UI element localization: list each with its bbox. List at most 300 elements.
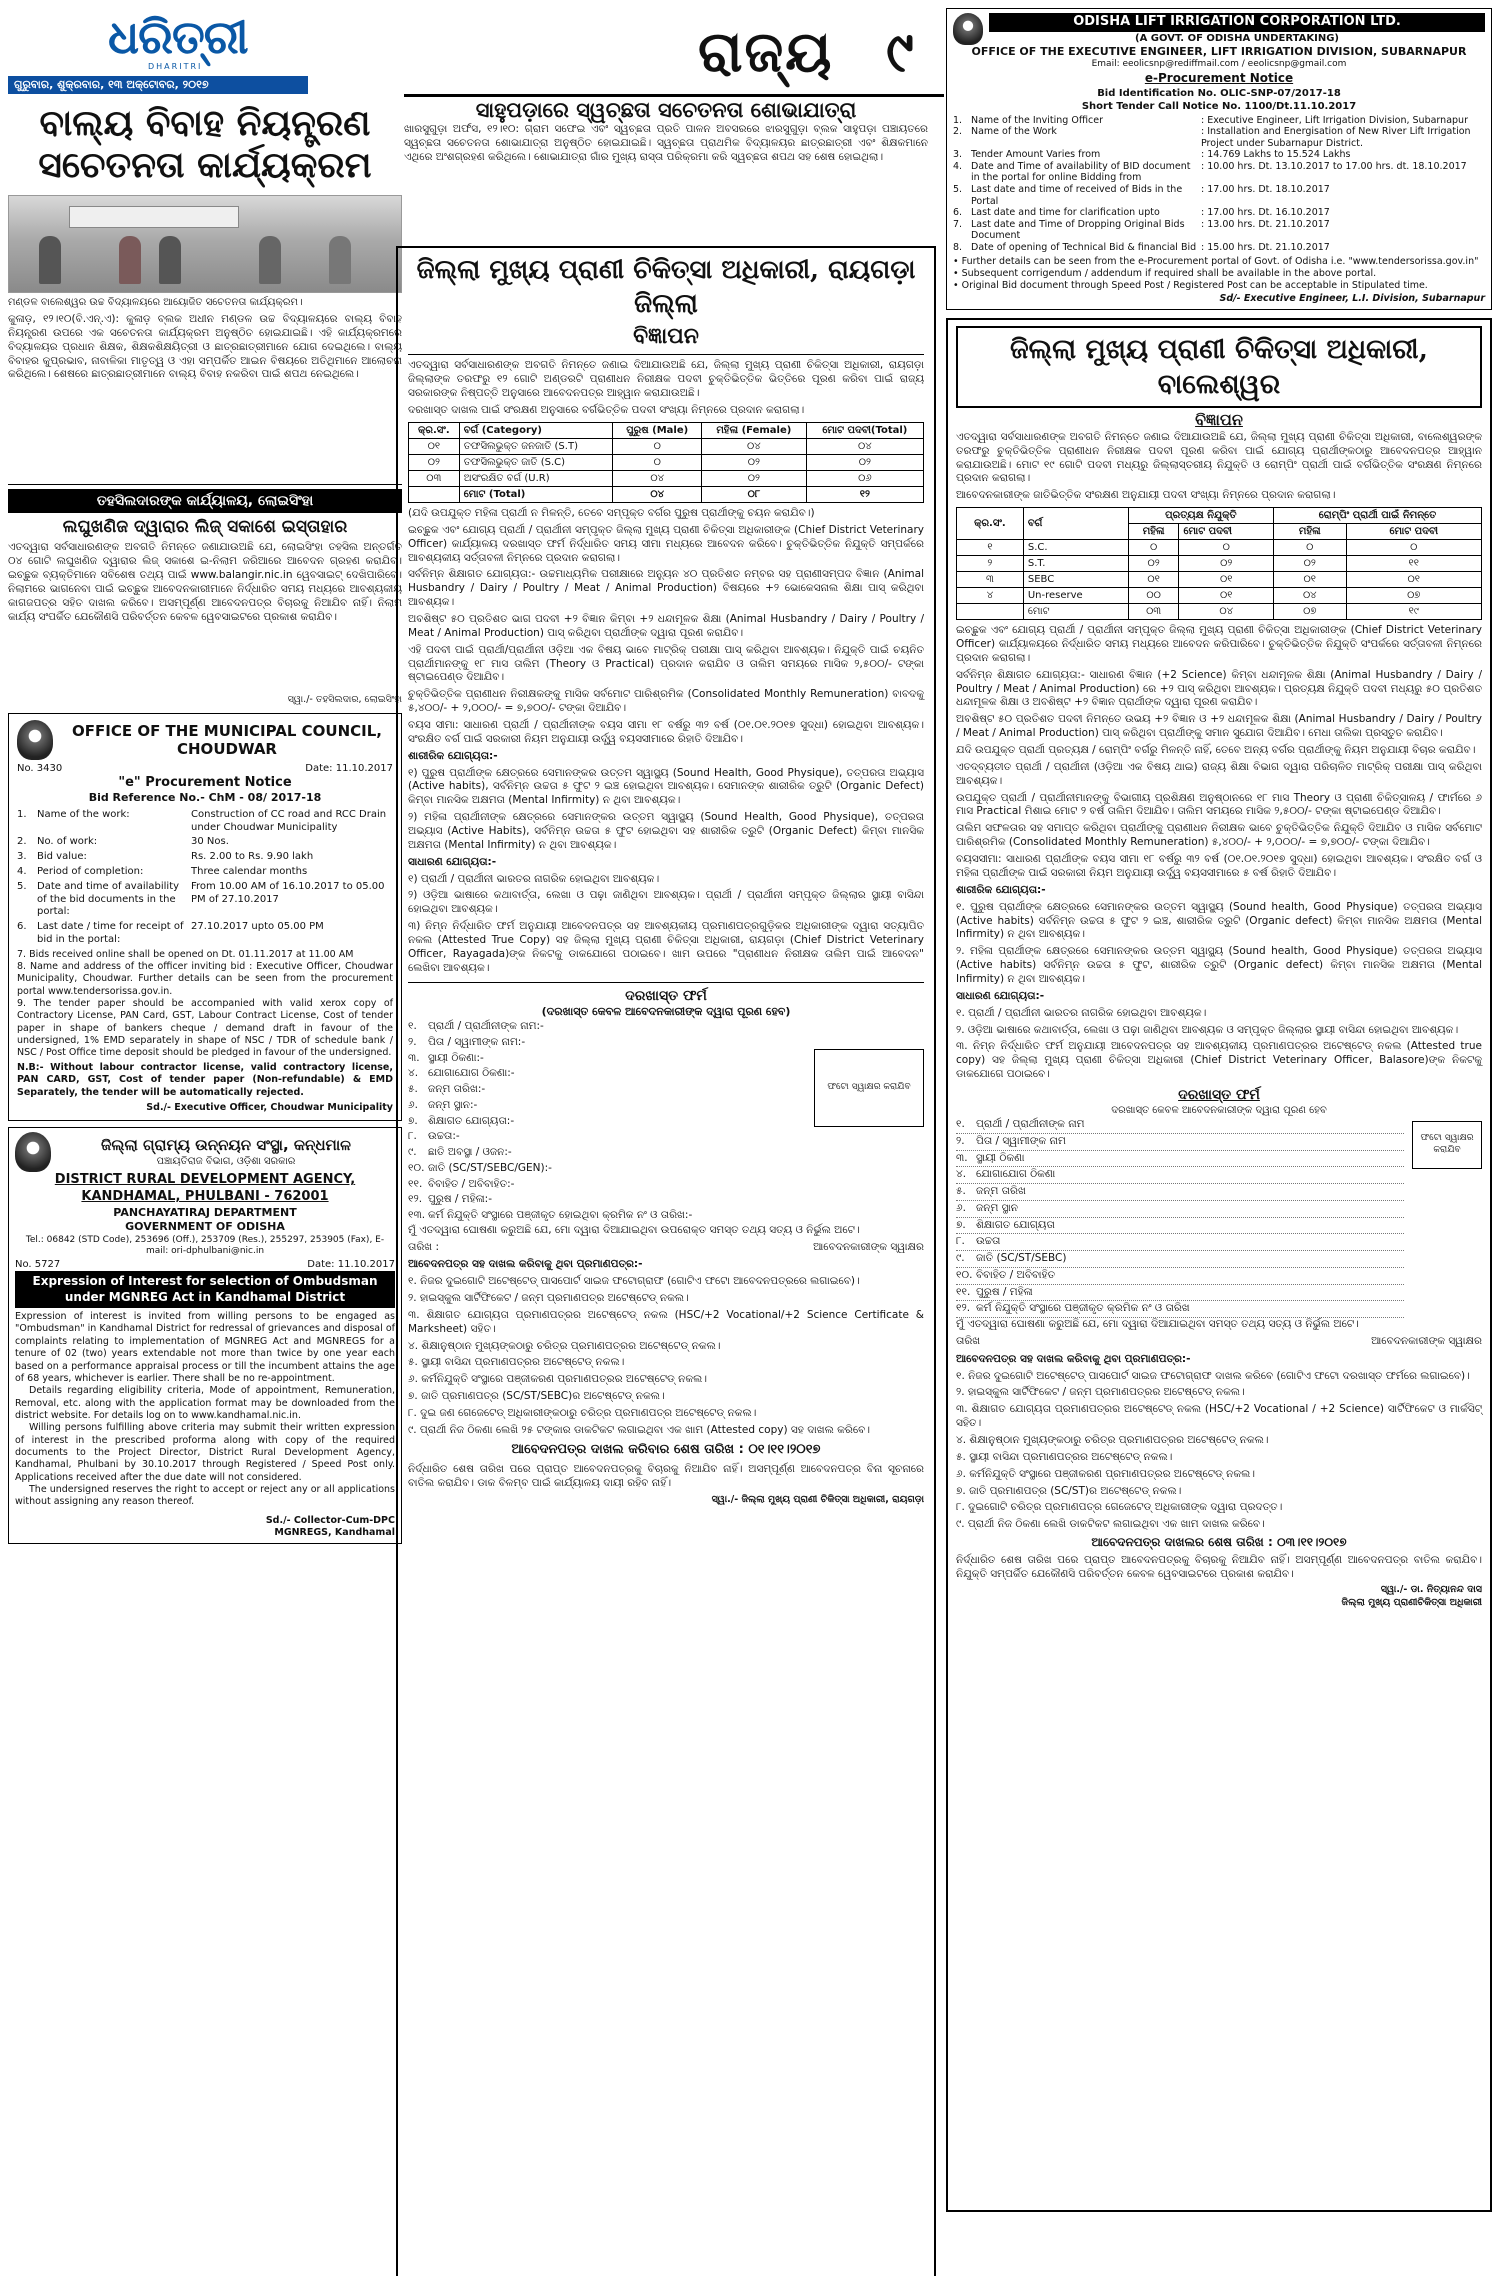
- condition-paragraph: ସର୍ବନିମ୍ନ ଶିକ୍ଷାଗତ ଯୋଗ୍ୟତା:- ସାଧାରଣ ବିଜ୍ଞାନ (+2 Science) କିମ୍ବା ଧନ୍ଦାମୂଳକ ଶିକ୍ଷା (Animal Husbandry / Dairy / Poultry / Meat / Animal Production) ରେ +୨ ପାସ୍ କରିଥିବା ଆବଶ୍ୟକ। ପ୍ରତ୍ୟକ୍ଷ ନିଯୁକ୍ତି ପଦବୀ ମଧ୍ୟରୁ ୫୦ ପ୍ରତିଶତ ଧନ୍ଦାମୂଳକ ଶିକ୍ଷା ଓ ଅବଶିଷ୍ଟ +୨ ବିଜ୍ଞାନ ପ୍ରାର୍ଥୀଙ୍କ ଦ୍ୱାରା ପୂରଣ କରାଯିବ।: [956, 668, 1482, 709]
- table-row: [957, 588, 1482, 604]
- column-middle: [396, 96, 936, 2276]
- item-number: 5.: [17, 880, 27, 892]
- municipal-no: No. 3430: [17, 762, 63, 774]
- condition-paragraph: ତାଲିମ ସଫଳତାର ସହ ସମାପ୍ତ କରିଥିବା ପ୍ରାର୍ଥୀଙ୍କୁ ପ୍ରାଣୀଧନ ନିରୀକ୍ଷକ ଭାବେ ଚୁକ୍ତିଭିତ୍ତିକ ନିଯୁକ୍ତି ଦିଆଯିବ ଓ ମାସିକ ସର୍ବମୋଟ ପାରିଶ୍ରମିକ (Consolidated Monthly Remuneration) ୫,୪୦୦/- + ୨,୦୦୦/- = ୭,୭୦୦/- ଟଙ୍କା ଦିଆଯିବ।: [956, 822, 1482, 849]
- item-number: 6.: [17, 921, 27, 933]
- document-item: ୭. ଜାତି ପ୍ରମାଣପତ୍ର (SC/ST)ର ଅଟେଷ୍ଟେଡ୍ ନକଲ।: [956, 1484, 1182, 1497]
- olic-item-number: 3.: [953, 149, 963, 161]
- form-field-label: ଜନ୍ମ ତାରିଖ:-: [428, 1083, 486, 1096]
- balasore-vacancy-table: [956, 507, 1482, 620]
- condition-paragraph: ଇଚ୍ଛୁକ ଏବଂ ଯୋଗ୍ୟ ପ୍ରାର୍ଥୀ / ପ୍ରାର୍ଥୀନୀ ସମ୍ପୃକ୍ତ ଜିଲ୍ଲା ମୁଖ୍ୟ ପ୍ରାଣୀ ଚିକିତ୍ସା ଅଧିକାରୀଙ୍କ (Chief District Veterinary Officer) କାର୍ଯ୍ୟାଳୟ ଦରଖାସ୍ତ ଫର୍ମ ନିର୍ଦ୍ଧାରିତ ସମୟ ସୀମା ମଧ୍ୟରେ ଆବେଦନ କରିବେ। ଚୁକ୍ତିଭିତ୍ତିକ ନିଯୁକ୍ତି ସମ୍ପର୍କରେ ଆବଶ୍ୟକୀୟ ସର୍ତ୍ତାବଳୀ ନିମ୍ନରେ ପ୍ରଦାନ କରାଗଲା।: [408, 523, 924, 564]
- form-field-number: ୯.: [408, 1146, 417, 1159]
- rayagada-vacancy-table: [408, 422, 924, 503]
- form-field-row: [408, 1098, 804, 1114]
- photo-person: [39, 236, 61, 284]
- table-cell: ୨: [957, 556, 1024, 572]
- table-cell: ୦୧: [1274, 572, 1347, 588]
- olic-item-value: : 14.769 Lakhs to 15.524 Lakhs: [1201, 149, 1351, 161]
- drda-para-1: Expression of interest is invited from willing persons to be engaged as "Ombudsman" in Kandhamal District for redressal of grievances and disposal of complaints relating to implementation of MGNREG Act and MGNREGS for a tenure of 02 (two) years extendable not more than twice by one year each based on a performance appraisal process or till the incumbent attains the age of 68 years, whichever is earlier. There shall be no re-appointment.: [15, 1311, 395, 1384]
- olic-item-number: 5.: [953, 184, 963, 196]
- document-item: ୩. ଶିକ୍ଷାଗତ ଯୋଗ୍ୟତା ପ୍ରମାଣପତ୍ରର ଅଟେଷ୍ଟେଡ୍ ନକଲ (HSC/+2 Vocational / +2 Science) ସାର୍ଟିଫିକେଟ ଓ ମାର୍କସିଟ୍ ସହିତ।: [956, 1403, 1482, 1430]
- table-cell: ୦୧: [1179, 588, 1274, 604]
- tahsil-office-bar: ତହସିଲଦାରଙ୍କ କାର୍ଯ୍ୟାଳୟ, ଲୋଇସିଂହା: [8, 489, 402, 513]
- olic-item-key: Name of the Inviting Officer: [971, 114, 1103, 126]
- form-field-label: ପିତା / ସ୍ୱାମୀଙ୍କ ନାମ: [976, 1134, 1066, 1147]
- table-header-cell: ମୋଟ ପଦବୀ(Total): [806, 422, 923, 438]
- photo-person: [159, 236, 181, 284]
- olic-item-value: : 13.00 hrs. Dt. 21.10.2017: [1201, 218, 1330, 230]
- olic-header: [953, 13, 1485, 45]
- tahsil-notice: [8, 484, 402, 707]
- olic-title: ODISHA LIFT IRRIGATION CORPORATION LTD.: [989, 13, 1485, 32]
- balasore-docs-head: ଆବେଦନପତ୍ର ସହ ଦାଖଲ କରିବାକୁ ଥିବା ପ୍ରମାଣପତ୍ର:-: [956, 1352, 1191, 1365]
- form-field-row: [956, 1201, 1404, 1218]
- general-item: ୧) ପ୍ରାର୍ଥୀ / ପ୍ରାର୍ଥୀନୀ ଭାରତର ନାଗରିକ ହୋଇଥିବା ଆବଶ୍ୟକ।: [408, 872, 660, 885]
- form-field-label: ବିବାହିତ / ଅବିବାହିତ: [976, 1268, 1056, 1281]
- form-field-row: [956, 1167, 1404, 1184]
- form-field-label: ଉଚ୍ଚତା:-: [428, 1130, 460, 1143]
- form-field-label: ଯୋଗାଯୋଗ ଠିକଣା:-: [428, 1067, 515, 1080]
- rayagada-notice-sub: ବିଜ୍ଞାପନ: [633, 322, 699, 349]
- table-cell: ୧: [957, 540, 1024, 556]
- condition-paragraph: ବୟସସୀମା: ସାଧାରଣ ପ୍ରାର୍ଥୀଙ୍କ ବୟସ ସୀମା ୧୮ ବର୍ଷରୁ ୩୨ ବର୍ଷ (୦୧.୦୧.୨୦୧୭ ସୁଦ୍ଧା) ହୋଇଥିବା ଆବଶ୍ୟକ। ସଂରକ୍ଷିତ ବର୍ଗ ଓ ମହିଳା ପ୍ରାର୍ଥୀଙ୍କ ପାଇଁ ସରକାରୀ ନିୟମ ଅନୁଯାୟୀ ଉର୍ଦ୍ଧ୍ୱ ବୟସସୀମାରେ ୫ ବର୍ଷ ରିହାତି ଦିଆଯିବ।: [956, 853, 1482, 879]
- rayagada-intro: ଏତଦ୍ୱାରା ସର୍ବସାଧାରଣଙ୍କ ଅବଗତି ନିମନ୍ତେ ଜଣାଇ ଦିଆଯାଉଅଛି ଯେ, ଜିଲ୍ଲା ମୁଖ୍ୟ ପ୍ରାଣୀ ଚିକିତ୍ସା ଅଧିକାରୀ, ରାୟଗଡ଼ା ଜିଲ୍ଲାଙ୍କ ତରଫରୁ ୧୨ ଗୋଟି ଅଣ୍ଡରଟି ପ୍ରାଣୀଧନ ନିରୀକ୍ଷକ ପଦବୀ ଚୁକ୍ତିଭିତ୍ତିକ ଭିତ୍ତିରେ ପୂରଣ କରିବା ପାଇଁ ରାଜ୍ୟ ସରକାରଙ୍କ ନିଷ୍ପତ୍ତି ଅନୁସାରେ ଆବେଦନପତ୍ର ଆହ୍ୱାନ କରାଯାଉଅଛି।: [408, 359, 924, 400]
- table-sub-header: ମହିଳା: [1128, 524, 1179, 540]
- municipal-header: [17, 720, 393, 760]
- olic-item-value: : 15.00 hrs. Dt. 21.10.2017: [1201, 241, 1330, 253]
- document-item: ୬. କର୍ମନିଯୁକ୍ତି ସଂସ୍ଥାରେ ପଞ୍ଜୀକରଣ ପ୍ରମାଣପତ୍ରର ଅଟେଷ୍ଟେଡ୍ ନକଲ।: [956, 1467, 1255, 1480]
- condition-paragraph: ଅବଶିଷ୍ଟ ୫୦ ପ୍ରତିଶତ ପଦବୀ ନିମନ୍ତେ ଉଭୟ +୨ ବିଜ୍ଞାନ ଓ +୨ ଧନ୍ଦାମୂଳକ ଶିକ୍ଷା (Animal Husbandry / Dairy / Poultry / Meat / Animal Production) ପାସ୍ କରିଥିବା ପ୍ରାର୍ଥୀଙ୍କୁ ସମାନ ସୁଯୋଗ ଦିଆଯିବ। ମେଧା ତାଲିକା ପ୍ରସ୍ତୁତ କରାଯିବ।: [956, 713, 1482, 740]
- form-field-row: [956, 1285, 1404, 1302]
- item-number: 1.: [17, 808, 27, 820]
- item-value: From 10.00 AM of 16.10.2017 to 05.00 PM of 27.10.2017: [191, 880, 385, 905]
- balasore-general-list: [956, 1007, 1482, 1082]
- form-field-label: ପ୍ରାର୍ଥୀ / ପ୍ରାର୍ଥୀନୀଙ୍କ ନାମ: [976, 1118, 1085, 1131]
- form-field-label: ଉଚ୍ଚତା: [976, 1235, 1001, 1248]
- rayagada-table-caption: ଦରଖାସ୍ତ ଦାଖଲ ପାଇଁ ସଂରକ୍ଷଣ ଅନୁସାରେ ବର୍ଗଭିତ୍ତିକ ପଦବୀ ସଂଖ୍ୟା ନିମ୍ନରେ ପ୍ରଦାନ କରାଗଲା।: [408, 404, 805, 417]
- olic-item-key: Date and Time of availability of BID document in the portal for online Bidding from: [971, 160, 1191, 184]
- balasore-sign-1: ସ୍ୱା./- ଡା. ନିତ୍ୟାନନ୍ଦ ଦାସ: [1380, 1584, 1482, 1596]
- physical-item: ୧. ପୁରୁଷ ପ୍ରାର୍ଥୀଙ୍କ କ୍ଷେତ୍ରରେ ସେମାନଙ୍କର ଉତ୍ତମ ସ୍ୱାସ୍ଥ୍ୟ (Sound health, Good Physique) ତତ୍ପରତା ଅଭ୍ୟାସ (Active habits) ସର୍ବନିମ୍ନ ଉଚ୍ଚତା ୫ ଫୁଟ ୨ ଇଞ୍ଚ, ଶାରୀରିକ ତ୍ରୁଟି (Organic defect) କିମ୍ବା ମାନସିକ ଅକ୍ଷମତା (Mental Infirmity) ନ ଥିବା ଆବଶ୍ୟକ।: [956, 900, 1482, 941]
- form-field-row: [408, 1161, 804, 1177]
- drda-sign-2: MGNREGS, Kandhamal: [274, 1526, 395, 1538]
- page-number: ୯: [886, 19, 914, 85]
- table-cell: ତଫସିଲଭୁକ୍ତ ଜାତି (S.C): [459, 454, 613, 470]
- form-field-number: ୧.: [956, 1118, 965, 1131]
- document-item: ୯. ପ୍ରାର୍ଥୀ ନିଜ ଠିକଣା ଲେଖି ୨୫ ଟଙ୍କାର ଡାକଟିକଟ ଲଗାଇଥିବା ଏକ ଖାମ (Attested copy) ସହ ଦାଖଲ କରିବେ।: [408, 1423, 871, 1436]
- olic-item-key: Tender Amount Varies from: [971, 149, 1101, 161]
- table-cell: [409, 486, 460, 502]
- table-cell: ୧୯: [1346, 604, 1481, 620]
- form-field-label: ଜାତି (SC/ST/SEBC/GEN):-: [428, 1161, 552, 1174]
- drda-para-2: Details regarding eligibility criteria, Mode of appointment, Remuneration, Removal, etc. along with the application format may be downloaded from the district website. For details log on to www.kandhamal.nic.in.: [15, 1385, 395, 1421]
- drda-ref-row: [15, 1258, 395, 1271]
- balasore-notice-sub: ବିଜ୍ଞାପନ: [1195, 410, 1243, 430]
- balasore-last-date: ଆବେଦନପତ୍ର ଦାଖଲର ଶେଷ ତାରିଖ : ୦୩।୧୧।୨୦୧୭: [1091, 1535, 1347, 1550]
- table-header-cell: ବର୍ଗ (Category): [459, 422, 613, 438]
- item-value: 27.10.2017 upto 05.00 PM: [191, 921, 324, 933]
- table-cell: ୦୧: [1179, 572, 1274, 588]
- olic-note: • Subsequent corrigendum / addendum if required shall be available in the above portal.: [953, 267, 1377, 279]
- table-cell: [957, 604, 1024, 620]
- municipal-item-row: [17, 921, 393, 947]
- olic-notice: [946, 8, 1492, 310]
- balasore-date-label: ତାରିଖ: [956, 1335, 981, 1347]
- rayagada-signature: ସ୍ୱା./- ଜିଲ୍ଲା ମୁଖ୍ୟ ପ୍ରାଣୀ ଚିକିତ୍ସା ଅଧିକାରୀ, ରାୟଗଡ଼ା: [711, 1494, 924, 1506]
- rayagada-photo-box: ଫଟୋ ସ୍ୱାକ୍ଷର କରାଯିବ: [814, 1049, 924, 1127]
- item-key: No. of work:: [37, 836, 98, 848]
- balasore-form-fields: [956, 1117, 1404, 1318]
- balasore-notice: [946, 318, 1492, 2212]
- table-cell: ୧୨: [806, 486, 923, 502]
- table-cell: ୦୮: [701, 486, 806, 502]
- municipal-ref-row: [17, 762, 393, 775]
- form-field-label: ପ୍ରାର୍ଥୀ / ପ୍ରାର୍ଥୀନୀଙ୍କ ନାମ:-: [428, 1020, 544, 1033]
- form-field-row: [956, 1134, 1404, 1151]
- item-value: 30 Nos.: [191, 836, 229, 848]
- table-cell: ୪: [957, 588, 1024, 604]
- table-cell: ୦୧: [1346, 572, 1481, 588]
- table-cell: ୦୪: [806, 438, 923, 454]
- form-field-label: ଯୋଗାଯୋଗ ଠିକଣା: [976, 1168, 1056, 1181]
- table-cell: ୦୬: [806, 470, 923, 486]
- table-cell: ୦: [613, 454, 702, 470]
- olic-item-key: Last date and time for clarification upto: [971, 207, 1160, 219]
- table-cell: ୦୪: [613, 486, 702, 502]
- tahsil-signature: ସ୍ୱା./- ତହସିଲଦାର, ଲୋଇସିଂହା: [287, 694, 402, 706]
- table-cell: ୦: [1274, 540, 1347, 556]
- table-row: [957, 540, 1482, 556]
- form-field-row: [956, 1218, 1404, 1235]
- table-row: [957, 556, 1482, 572]
- municipal-item-row: [17, 809, 393, 835]
- form-field-row: [408, 1145, 804, 1161]
- olic-note: • Original Bid document through Speed Post / Registered Post can be acceptable in Stipulated time.: [953, 280, 1428, 292]
- municipal-date: Date: 11.10.2017: [305, 762, 393, 774]
- rayagada-conditions: [408, 507, 924, 747]
- olic-item-number: 4.: [953, 160, 963, 172]
- form-field-row: [408, 1192, 804, 1208]
- olic-item-value: : 10.00 hrs. Dt. 13.10.2017 to 17.00 hrs. dt. 18.10.2017: [1201, 160, 1467, 172]
- table-cell: ୦: [1346, 540, 1481, 556]
- table-group-header: ବର୍ଗ: [1023, 508, 1128, 540]
- condition-paragraph: (ଯଦି ଉପଯୁକ୍ତ ମହିଳା ପ୍ରାର୍ଥୀ ନ ମିଳନ୍ତି, ତେବେ ସମ୍ପୃକ୍ତ ବର୍ଗର ପୁରୁଷ ପ୍ରାର୍ଥୀଙ୍କୁ ଚୟନ କରାଯିବ।): [408, 506, 815, 519]
- balasore-form-sub: ଦରଖାସ୍ତ କେବଳ ଆବେଦନକାରୀଙ୍କ ଦ୍ୱାରା ପୂରଣ ହେବ: [1111, 1105, 1327, 1117]
- olic-item-value: : Installation and Energisation of New River Lift Irrigation Project under Subarnapur District.: [1201, 126, 1471, 149]
- table-row: [409, 470, 924, 486]
- physical-item: ୧) ପୁରୁଷ ପ୍ରାର୍ଥୀଙ୍କ କ୍ଷେତ୍ରରେ ସେମାନଙ୍କର ଉତ୍ତମ ସ୍ୱାସ୍ଥ୍ୟ (Sound Health, Good Physique), ତତ୍ପରତା ଅଭ୍ୟାସ (Active habits), ସର୍ବନିମ୍ନ ଉଚ୍ଚତା ୫ ଫୁଟ ୨ ଇଞ୍ଚ ହୋଇଥିବା ଆବଶ୍ୟକ। ସେମାନଙ୍କ ଶାରୀରିକ ତ୍ରୁଟି (Organic Defect) କିମ୍ବା ମାନସିକ ଅକ୍ଷମତା (Mental Infirmity) ନ ଥିବା ଆବଶ୍ୟକ।: [408, 766, 924, 807]
- photo-person: [259, 236, 281, 284]
- rayagada-notice-title: ଜିଲ୍ଲା ମୁଖ୍ୟ ପ୍ରାଣୀ ଚିକିତ୍ସା ଅଧିକାରୀ, ରାୟଗଡ଼ା ଜିଲ୍ଲା: [416, 255, 916, 320]
- balasore-form-body: [956, 1117, 1482, 1318]
- olic-item-key: Date of opening of Technical Bid & financial Bid: [971, 241, 1197, 253]
- rayagada-form-body: [408, 1019, 924, 1224]
- municipal-item-row: [17, 836, 393, 849]
- rayagada-date-label: ତାରିଖ :: [408, 1240, 440, 1253]
- form-field-label: ପିତା / ସ୍ୱାମୀଙ୍କ ନାମ:-: [428, 1035, 526, 1048]
- olic-item-key: Last date and time of received of Bids in the Portal: [971, 184, 1183, 207]
- table-cell: ମୋଟ (Total): [459, 486, 613, 502]
- condition-paragraph: ଏତଦ୍ବ୍ୟତୀତ ପ୍ରାର୍ଥୀ / ପ୍ରାର୍ଥୀନୀ (ଓଡ଼ିଆ ଏକ ବିଷୟ ଥାଇ) ରାଜ୍ୟ ଶିକ୍ଷା ବିଭାଗ ଦ୍ୱାରା ପରିଚାଳିତ ମାଟ୍ରିକ୍ ପରୀକ୍ଷା ପାସ୍ କରିଥିବା ଆବଶ୍ୟକ।: [956, 760, 1482, 787]
- form-field-label: ପୁରୁଷ / ମହିଳା:-: [428, 1193, 492, 1206]
- form-field-row: [956, 1268, 1404, 1285]
- document-item: ୪. ଶିକ୍ଷାନୁଷ୍ଠାନ ମୁଖ୍ୟଙ୍କଠାରୁ ଚରିତ୍ର ପ୍ରମାଣପତ୍ରର ଅଟେଷ୍ଟେଡ୍ ନକଲ।: [408, 1339, 721, 1352]
- table-row: [957, 604, 1482, 620]
- municipal-item-8: 8. Name and address of the officer inviting bid : Executive Officer, Choudwar Municipality, Choudwar. Further details can be seen from the procurement portal www.tendersorissa.gov.in.: [17, 961, 393, 997]
- table-cell: ୦୨: [1128, 556, 1179, 572]
- municipal-notice-head: "e" Procurement Notice: [118, 774, 292, 790]
- drda-dept: PANCHAYATIRAJ DEPARTMENT: [113, 1205, 297, 1219]
- table-cell: ୦୩: [409, 470, 460, 486]
- olic-short-no: Short Tender Call Notice No. 1100/Dt.11.10.2017: [1081, 100, 1357, 112]
- tahsil-notice-title: ଲଘୁଖଣିଜ ଦ୍ୱାରାର ଲିଜ୍ ସକାଶେ ଇସ୍ତାହାର: [62, 517, 348, 538]
- table-cell: ୦: [613, 438, 702, 454]
- olic-item-value: : 17.00 hrs. Dt. 16.10.2017: [1201, 207, 1330, 219]
- municipal-signature: Sd./- Executive Officer, Choudwar Municipality: [146, 1101, 393, 1113]
- rayagada-physical-list: [408, 767, 924, 853]
- drda-header: [15, 1132, 395, 1172]
- balasore-declaration: ମୁଁ ଏତଦ୍ୱାରା ଘୋଷଣା କରୁଅଛି ଯେ, ମୋ ଦ୍ୱାରା ଦିଆଯାଇଥିବା ସମସ୍ତ ତଥ୍ୟ ସତ୍ୟ ଓ ନିର୍ଭୁଲ ଅଟେ।: [956, 1318, 1359, 1331]
- form-field-row: [408, 1066, 804, 1082]
- form-field-label: ଜନ୍ମ ସ୍ଥାନ:-: [428, 1098, 478, 1111]
- document-item: ୬. କର୍ମନିଯୁକ୍ତି ସଂସ୍ଥାରେ ପଞ୍ଜୀକରଣ ପ୍ରମାଣପତ୍ରର ଅଟେଷ୍ଟେଡ୍ ନକଲ।: [408, 1373, 707, 1386]
- form-field-row: [408, 1082, 804, 1098]
- photo-caption: ମଣ୍ଡଳ ବାଲେଶ୍ୱର ଉଚ୍ଚ ବିଦ୍ୟାଳୟରେ ଆୟୋଜିତ ସଚେତନତା କାର୍ଯ୍ୟକ୍ରମ।: [8, 296, 303, 308]
- document-item: ୩. ଶିକ୍ଷାଗତ ଯୋଗ୍ୟତା ପ୍ରମାଣପତ୍ରର ଅଟେଷ୍ଟେଡ୍ ନକଲ (HSC/+2 Vocational/+2 Science Certificate & Marksheet) ସହିତ।: [408, 1308, 924, 1335]
- form-field-number: ୧୨.: [408, 1193, 423, 1206]
- table-cell: ୦୧: [409, 438, 460, 454]
- drda-para-3: Willing persons fulfilling above criteria may submit their written expression of interest in the prescribed proforma along with copy of the required documents to the Project Director, District Rural Development Agency, Kandhamal, Phulbani by 30.10.2017 through Registered / Speed Post only. Applications received after the due date will not considered.: [15, 1422, 395, 1483]
- form-field-number: ୧୧.: [408, 1177, 423, 1190]
- table-cell: ୦୨: [701, 454, 806, 470]
- olic-email: Email: eeolicsnp@rediffmail.com / eeolicsnp@gmail.com: [1091, 59, 1347, 70]
- municipal-items: [17, 809, 393, 947]
- form-field-row: [956, 1117, 1404, 1134]
- olic-item-number: 2.: [953, 126, 963, 138]
- olic-sub: (A GOVT. OF ODISHA UNDERTAKING): [1135, 32, 1339, 44]
- form-field-row: [408, 1114, 804, 1130]
- table-row: [409, 454, 924, 470]
- olic-item-key: Name of the Work: [971, 126, 1057, 138]
- form-field-row: [408, 1051, 804, 1067]
- table-sub-header: ମୋଟ ପଦବୀ: [1179, 524, 1274, 540]
- item-key: Last date / time for receipt of bid in the portal:: [37, 921, 184, 945]
- table-header-cell: କ୍ର.ସଂ.: [409, 422, 460, 438]
- table-cell: ୦୨: [806, 454, 923, 470]
- table-cell: ୦୨: [1179, 556, 1274, 572]
- page-header: [8, 6, 940, 94]
- municipal-title: OFFICE OF THE MUNICIPAL COUNCIL, CHOUDWAR: [72, 721, 382, 758]
- rayagada-form-title: ଦରଖାସ୍ତ ଫର୍ମ: [625, 987, 707, 1004]
- table-group-header: ରୋମ୍ପିଂ ପ୍ରାର୍ଥୀ ପାଇଁ ନିମନ୍ତେ: [1274, 508, 1482, 524]
- issue-date: ଗୁରୁବାର, ଶୁକ୍ରବାର, ୧୩ ଅକ୍ଟୋବର, ୨୦୧୭: [8, 76, 308, 94]
- table-sub-header: ମହିଳା: [1274, 524, 1347, 540]
- form-field-row: [408, 1177, 804, 1193]
- table-header-cell: ପୁରୁଷ (Male): [613, 422, 702, 438]
- olic-notes: [953, 256, 1485, 293]
- table-row: [409, 486, 924, 502]
- balasore-general-head: ସାଧାରଣ ଯୋଗ୍ୟତା:-: [956, 989, 1045, 1002]
- item-number: 3.: [17, 851, 27, 863]
- document-item: ୨. ହାଇସ୍କୁଲ ସାର୍ଟିଫିକେଟ / ଜନ୍ମ ପ୍ରମାଣପତ୍ରର ଅଟେଷ୍ଟେଡ୍ ନକଲ।: [956, 1386, 1245, 1399]
- document-item: ୭. ଜାତି ପ୍ରମାଣପତ୍ର (SC/ST/SEBC)ର ଅଟେଷ୍ଟେଡ୍ ନକଲ।: [408, 1390, 665, 1403]
- table-cell: S.T.: [1023, 556, 1128, 572]
- document-item: ୫. ସ୍ଥାୟୀ ବାସିନ୍ଦା ପ୍ରମାଣପତ୍ରର ଅଟେଷ୍ଟେଡ୍ ନକଲ।: [956, 1450, 1173, 1463]
- table-cell: ୦୧: [1128, 572, 1179, 588]
- document-item: ୮. ଦୁଇଗୋଟି ଚରିତ୍ର ପ୍ରମାଣପତ୍ର ଗେଜେଟେଡ୍ ଅଧିକାରୀଙ୍କ ଦ୍ୱାରା ପ୍ରଦତ୍ତ।: [956, 1501, 1283, 1514]
- drda-date: Date: 11.10.2017: [307, 1258, 395, 1270]
- table-row: [409, 438, 924, 454]
- table-cell: ୦୪: [1274, 588, 1347, 604]
- section-title: ରାଜ୍ୟ: [698, 19, 834, 85]
- municipal-item-row: [17, 851, 393, 864]
- newspaper-logo: ଧରିତ୍ରୀ: [108, 10, 248, 64]
- document-item: ୯. ପ୍ରାର୍ଥୀ ନିଜ ଠିକଣା ଲେଖି ଡାକଟିକଟ ଲଗାଇଥିବା ଏକ ଖାମ ଦାଖଲ କରିବେ।: [956, 1518, 1265, 1531]
- olic-item-value: : Executive Engineer, Lift Irrigation Division, Subarnapur: [1201, 114, 1468, 126]
- balasore-table-caption: ଆବେଦନକାରୀଙ୍କ ଜାତିଭିତ୍ତିକ ସଂରକ୍ଷଣ ଅନୁଯାୟୀ ପଦବୀ ସଂଖ୍ୟା ନିମ୍ନରେ ପ୍ରଦାନ କରାଗଲା।: [956, 489, 1336, 502]
- form-field-number: ୪.: [956, 1168, 967, 1181]
- drda-odia-title: ଜିଲ୍ଲା ଗ୍ରାମ୍ୟ ଉନ୍ନୟନ ସଂସ୍ଥା, କନ୍ଧମାଳ: [101, 1135, 351, 1154]
- olic-office: OFFICE OF THE EXECUTIVE ENGINEER, LIFT IRRIGATION DIVISION, SUBARNAPUR: [971, 45, 1467, 58]
- form-field-number: ୨.: [956, 1134, 965, 1147]
- form-field-number: ୧୦.: [956, 1268, 973, 1281]
- balasore-notice-title: ଜିଲ୍ଲା ମୁଖ୍ୟ ପ୍ରାଣୀ ଚିକିତ୍ସା ଅଧିକାରୀ, ବାଲେଶ୍ୱର: [956, 326, 1482, 408]
- condition-paragraph: ଏହି ପଦବୀ ପାଇଁ ପ୍ରାର୍ଥୀ/ପ୍ରାର୍ଥୀନୀ ଓଡ଼ିଆ ଏକ ବିଷୟ ଭାବେ ମାଟ୍ରିକ୍ ପରୀକ୍ଷା ପାସ୍ କରିଥିବା ଆବଶ୍ୟକ। ନିଯୁକ୍ତି ପାଇଁ ଚୟନିତ ପ୍ରାର୍ଥୀମାନଙ୍କୁ ୧୮ ମାସ ତାଲିମ (Theory ଓ Practical) ପ୍ରଦାନ କରାଯିବ ଓ ତାଲିମ ସମୟରେ ମାସିକ ୨,୫୦୦/- ଟଙ୍କା ଷ୍ଟାଇପେଣ୍ଡ ଦିଆଯିବ।: [408, 643, 924, 684]
- form-field-row: [956, 1234, 1404, 1251]
- balasore-sign-2: ଜିଲ୍ଲା ମୁଖ୍ୟ ପ୍ରାଣୀଚିକିତ୍ସା ଅଧିକାରୀ: [1341, 1596, 1482, 1608]
- form-field-number: ୮.: [956, 1235, 965, 1248]
- balasore-intro: ଏତଦ୍ୱାରା ସର୍ବସାଧାରଣଙ୍କ ଅବଗତି ନିମନ୍ତେ ଜଣାଇ ଦିଆଯାଉଅଛି ଯେ, ଜିଲ୍ଲା ମୁଖ୍ୟ ପ୍ରାଣୀ ଚିକିତ୍ସା ଅଧିକାରୀ, ବାଲେଶ୍ୱରଙ୍କ ତରଫରୁ ଚୁକ୍ତିଭିତ୍ତିକ ପ୍ରାଣୀଧନ ନିରୀକ୍ଷକ ପଦବୀ ପୂରଣ କରିବା ପାଇଁ ଯୋଗ୍ୟ ପ୍ରାର୍ଥୀଙ୍କଠାରୁ ଆବେଦନପତ୍ର ଆହ୍ୱାନ କରାଯାଉଅଛି। ମୋଟ ୧୯ ଗୋଟି ପଦବୀ ମଧ୍ୟରୁ ଜିଲ୍ଲାସ୍ତରୀୟ ନିଯୁକ୍ତି ଓ ରୋମ୍ପିଂ ପ୍ରାର୍ଥୀ ପାଇଁ ବର୍ଗଭିତ୍ତିକ ସଂରକ୍ଷଣ ନିମ୍ନରେ ପ୍ରଦାନ କରାଗଲା।: [956, 430, 1482, 485]
- form-field-label: ଛାତି ଅବସ୍ଥା / ଓଜନ:-: [428, 1146, 512, 1159]
- rayagada-docs-list: [408, 1275, 924, 1438]
- table-cell: Un-reserve: [1023, 588, 1128, 604]
- rayagada-form-subtitle: (ଦରଖାସ୍ତ କେବଳ ଆବେଦନକାରୀଙ୍କ ଦ୍ୱାରା ପୂରଣ ହେବ): [541, 1004, 791, 1018]
- photo-person: [329, 236, 351, 284]
- table-cell: ୦୪: [701, 438, 806, 454]
- form-field-label: କର୍ମ ନିଯୁକ୍ତି ସଂସ୍ଥାରେ ପଞ୍ଜୀକୃତ କ୍ରମିକ ନଂ ଓ ତାରିଖ: [976, 1302, 1190, 1315]
- municipal-nb: N.B:- Without labour contractor license, valid contractory license, PAN CARD, GST, Cost of tender paper (Non-refundable) & EMD Separately, the tender will be automatically rejected.: [17, 1061, 393, 1098]
- document-item: ୮. ଦୁଇ ଜଣ ଗେଜେଟେଡ୍ ଅଧିକାରୀଙ୍କଠାରୁ ଚରିତ୍ର ପ୍ରମାଣପତ୍ର ଅଟେଷ୍ଟେଡ୍ ନକଲ।: [408, 1407, 757, 1420]
- table-cell: ୦୨: [701, 470, 806, 486]
- divider: [408, 982, 924, 983]
- olic-note: • Further details can be seen from the e-Procurement portal of Govt. of Odisha i.e. "www.tendersorissa.gov.in": [953, 255, 1479, 267]
- form-field-label: ଜାତି (SC/ST/SEBC): [976, 1252, 1067, 1265]
- headline-child-marriage: ବାଲ୍ୟ ବିବାହ ନିୟନ୍ତ୍ରଣ ସଚେତନତା କାର୍ଯ୍ୟକ୍ରମ: [38, 102, 372, 187]
- olic-item-key: Last date and Time of Dropping Original Bids Document: [971, 218, 1185, 242]
- drda-title: DISTRICT RURAL DEVELOPMENT AGENCY, KANDHAMAL, PHULBANI - 762001: [54, 1172, 356, 1205]
- rayagada-docs-head: ଆବେଦନପତ୍ର ସହ ଦାଖଲ କରିବାକୁ ଥିବା ପ୍ରମାଣପତ୍ର:-: [408, 1258, 643, 1271]
- drda-para-4: The undersigned reserves the right to accept or reject any or all applications without assigning any reason thereof.: [15, 1483, 395, 1508]
- olic-item-value: : 17.00 hrs. Dt. 18.10.2017: [1201, 184, 1330, 196]
- table-cell: ମୋଟ: [1023, 604, 1128, 620]
- form-field-label: ଶିକ୍ଷାଗତ ଯୋଗ୍ୟତା:-: [428, 1114, 515, 1127]
- olic-item-number: 8.: [953, 241, 963, 253]
- form-field-label: ସ୍ଥାୟୀ ଠିକଣା: [976, 1151, 1025, 1164]
- form-field-row: [956, 1184, 1404, 1201]
- emblem-icon: [17, 720, 53, 760]
- municipal-item-row: [17, 881, 393, 919]
- rayagada-general-head: ସାଧାରଣ ଯୋଗ୍ୟତା:-: [408, 855, 497, 868]
- rayagada-notice: [396, 246, 936, 2276]
- rayagada-general-list: [408, 873, 924, 976]
- table-cell: ତଫସିଲଭୁକ୍ତ ଜନଜାତି (S.T): [459, 438, 613, 454]
- olic-signature: Sd/- Executive Engineer, L.I. Division, Subarnapur: [1219, 292, 1485, 304]
- olic-item-number: 7.: [953, 218, 963, 230]
- document-item: ୨. ହାଇସ୍କୁଲ ସାର୍ଟିଫିକେଟ / ଜନ୍ମ ପ୍ରମାଣପତ୍ର ଅଟେଷ୍ଟେଡ୍ ନକଲ।: [408, 1292, 689, 1305]
- form-field-number: ୫.: [408, 1083, 418, 1096]
- masthead: [8, 6, 308, 90]
- balasore-closing: ନିର୍ଦ୍ଧାରିତ ଶେଷ ତାରିଖ ପରେ ପ୍ରାପ୍ତ ଆବେଦନପତ୍ରକୁ ବିଚାରକୁ ନିଆଯିବ ନାହିଁ। ଅସମ୍ପୂର୍ଣ୍ଣ ଆବେଦନପତ୍ର ବାତିଲ କରାଯିବ। ନିଯୁକ୍ତି ସମ୍ପର୍କିତ ଯେକୌଣସି ପରିବର୍ତ୍ତନ କେବଳ ୱେବସାଇଟରେ ପ୍ରକାଶ କରାଯିବ।: [956, 1553, 1482, 1580]
- municipal-bid-ref: Bid Reference No.- ChM - 08/ 2017-18: [88, 791, 322, 805]
- item-value: Construction of CC road and RCC Drain under Choudwar Municipality: [191, 808, 387, 833]
- physical-item: ୨. ମହିଳା ପ୍ରାର୍ଥୀଙ୍କ କ୍ଷେତ୍ରରେ ସେମାନଙ୍କର ଉତ୍ତମ ସ୍ୱାସ୍ଥ୍ୟ (Sound health, Good Physique) ତତ୍ପରତା ଅଭ୍ୟାସ (Active habits) ସର୍ବନିମ୍ନ ଉଚ୍ଚତା ୫ ଫୁଟ, ଶାରୀରିକ ତ୍ରୁଟି (Organic defect) କିମ୍ବା ମାନସିକ ଅକ୍ଷମତା (Mental Infirmity) ନ ଥିବା ଆବଶ୍ୟକ।: [956, 945, 1482, 985]
- form-field-row: [408, 1019, 804, 1035]
- table-cell: ୦୪: [613, 470, 702, 486]
- form-field-number: ୯.: [956, 1252, 965, 1265]
- form-field-number: ୧.: [408, 1020, 417, 1033]
- table-cell: ୦୨: [409, 454, 460, 470]
- form-field-label: ଜନ୍ମ ସ୍ଥାନ: [976, 1201, 1018, 1214]
- drda-odia-sub: ପଞ୍ଚାୟତିରାଜ ବିଭାଗ, ଓଡ଼ିଶା ସରକାର: [156, 1156, 296, 1168]
- condition-paragraph: ସର୍ବନିମ୍ନ ଶିକ୍ଷାଗତ ଯୋଗ୍ୟତା:- ଉଚ୍ଚମାଧ୍ୟମିକ ପରୀକ୍ଷାରେ ଅନ୍ୟୁନ ୪୦ ପ୍ରତିଶତ ନମ୍ବର ସହ ପ୍ରାଣୀସମ୍ପଦ ବିଜ୍ଞାନ (Animal Husbandry / Dairy / Poultry / Meat / Animal Production) ବିଷୟରେ +୨ ଭୋକେସନାଲ ଶିକ୍ଷା ପାସ୍ କରିଥିବା ଆବଶ୍ୟକ।: [408, 568, 924, 609]
- table-cell: SEBC: [1023, 572, 1128, 588]
- form-field-label: ସ୍ଥାୟୀ ଠିକଣା:-: [428, 1051, 484, 1064]
- form-field-row: [956, 1251, 1404, 1268]
- form-field-label: ବିବାହିତ / ଅବିବାହିତ:-: [428, 1177, 515, 1190]
- rayagada-sign-label: ଆବେଦନକାରୀଙ୍କ ସ୍ୱାକ୍ଷର: [813, 1240, 924, 1253]
- olic-notice-head: e-Procurement Notice: [1144, 70, 1294, 85]
- news-photo: [8, 195, 402, 293]
- municipal-notice: [8, 713, 402, 1122]
- document-item: ୪. ଶିକ୍ଷାନୁଷ୍ଠାନ ମୁଖ୍ୟଙ୍କଠାରୁ ଚରିତ୍ର ପ୍ରମାଣପତ୍ରର ଅଟେଷ୍ଟେଡ୍ ନକଲ।: [956, 1433, 1269, 1446]
- rayagada-physical-head: ଶାରୀରିକ ଯୋଗ୍ୟତା:-: [408, 749, 498, 762]
- balasore-physical-head: ଶାରୀରିକ ଯୋଗ୍ୟତା:-: [956, 883, 1046, 896]
- balasore-docs-list: [956, 1370, 1482, 1533]
- balasore-sign-label: ଆବେଦନକାରୀଙ୍କ ସ୍ୱାକ୍ଷର: [1371, 1335, 1482, 1347]
- olic-bid-id: Bid Identification No. OLIC-SNP-07/2017-18: [1097, 87, 1341, 99]
- form-field-number: ୩.: [956, 1151, 968, 1164]
- drda-notice: [8, 1127, 402, 1544]
- item-key: Bid value:: [37, 851, 87, 863]
- form-field-number: ୬.: [956, 1201, 966, 1214]
- table-cell: ୦୩: [1128, 604, 1179, 620]
- table-cell: ୦୨: [1274, 556, 1347, 572]
- balasore-conditions: [956, 624, 1482, 881]
- condition-paragraph: ବୟସ ସୀମା: ସାଧାରଣ ପ୍ରାର୍ଥୀ / ପ୍ରାର୍ଥୀନୀଙ୍କ ବୟସ ସୀମା ୧୮ ବର୍ଷରୁ ୩୨ ବର୍ଷ (୦୧.୦୧.୨୦୧୭ ସୁଦ୍ଧା) ହୋଇଥିବା ଆବଶ୍ୟକ। ସଂରକ୍ଷିତ ବର୍ଗ ପାଇଁ ସରକାରୀ ନିୟମ ଅନୁଯାୟୀ ଉର୍ଦ୍ଧ୍ୱ ବୟସସୀମାରେ ରିହାତି ଦିଆଯିବ।: [408, 718, 924, 745]
- balasore-photo-box: ଫଟୋ ସ୍ୱାକ୍ଷର କରାଯିବ: [1412, 1121, 1482, 1169]
- form-field-row: [956, 1151, 1404, 1168]
- table-cell: ୦: [1128, 540, 1179, 556]
- tahsil-notice-body: ଏତଦ୍ୱାରା ସର୍ବସାଧାରଣଙ୍କ ଅବଗତି ନିମନ୍ତେ ଜଣାଯାଉଅଛି ଯେ, ଲୋଇସିଂହା ତହସିଲ ଅନ୍ତର୍ଗତ ୦୪ ଗୋଟି ଲଘୁଖଣିଜ ଦ୍ୱାରାର ଲିଜ୍ ସକାଶେ ଇ-ନିଲାମ ଜରିଆରେ ଆବେଦନ ଗ୍ରହଣ କରାଯିବ। ଇଚ୍ଛୁକ ବ୍ୟକ୍ତିମାନେ ସବିଶେଷ ତଥ୍ୟ ପାଇଁ www.balangir.nic.in ୱେବସାଇଟ୍ ଦେଖିପାରିବେ। ନିଲାମରେ ଭାଗନେବା ପାଇଁ ଇଚ୍ଛୁକ ଆବେଦନକାରୀମାନେ ନିର୍ଦ୍ଧାରିତ ସମୟ ମଧ୍ୟରେ ଆବଶ୍ୟକୀୟ କାଗଜପତ୍ର ସହିତ ଦାଖଲ କରିବେ। ଅସମ୍ପୂର୍ଣ୍ଣ ଆବେଦନପତ୍ର ବିଚାରକୁ ନିଆଯିବ ନାହିଁ। ନିଲାମ କାର୍ଯ୍ୟ ସଂପର୍କିତ ଯେକୌଣସି ପରିବର୍ତ୍ତନ କେବଳ ୱେବସାଇଟରେ ପ୍ରକାଶ କରାଯିବ।: [8, 541, 402, 623]
- table-group-header: ପ୍ରତ୍ୟକ୍ଷ ନିଯୁକ୍ତି: [1128, 508, 1273, 524]
- condition-paragraph: ଯଦି ଉପଯୁକ୍ତ ପ୍ରାର୍ଥୀ ପ୍ରତ୍ୟକ୍ଷ / ରୋମ୍ପିଂ ବର୍ଗରୁ ମିଳନ୍ତି ନାହିଁ, ତେବେ ଅନ୍ୟ ବର୍ଗର ପ୍ରାର୍ଥୀଙ୍କୁ ନିୟମ ଅନୁଯାୟୀ ବିଚାର କରାଯିବ।: [956, 744, 1476, 757]
- form-field-number: ୧୦.: [408, 1161, 425, 1174]
- condition-paragraph: ଉପଯୁକ୍ତ ପ୍ରାର୍ଥୀ / ପ୍ରାର୍ଥୀନୀମାନଙ୍କୁ ବିଭାଗୀୟ ପ୍ରଶିକ୍ଷଣ ଅନୁଷ୍ଠାନରେ ୧୮ ମାସ Theory ଓ ପ୍ରାଣୀ ଚିକିତ୍ସାଳୟ / ଫାର୍ମରେ ୬ ମାସ Practical ମିଶାଇ ମୋଟ ୨ ବର୍ଷ ତାଲିମ ଦିଆଯିବ। ତାଲିମ ସମୟରେ ମାସିକ ୨,୫୦୦/- ଟଙ୍କା ଷ୍ଟାଇପେଣ୍ଡ ଦିଆଯିବ।: [956, 791, 1482, 818]
- item-key: Date and time of availability of the bid documents in the portal:: [37, 880, 180, 918]
- form-field-number: ୧୨.: [956, 1302, 971, 1315]
- newspaper-logo-sub: DHARITRI: [148, 62, 203, 71]
- column-right: [946, 8, 1492, 2278]
- general-item: ୩) ନିମ୍ନ ନିର୍ଦ୍ଧାରିତ ଫର୍ମ ଅନୁଯାୟୀ ଆବେଦନପତ୍ର ସହ ଆବଶ୍ୟକୀୟ ପ୍ରମାଣପତ୍ରଗୁଡ଼ିକର ଅଧିକାରୀଙ୍କ ଦ୍ୱାରା ସତ୍ୟାପିତ ନକଲ (Attested True Copy) ସହ ଜିଲ୍ଲା ମୁଖ୍ୟ ପ୍ରାଣୀ ଚିକିତ୍ସା ଅଧିକାରୀ, ରାୟଗଡ଼ା (Chief District Veterinary Officer, Rayagada)ଙ୍କ ନିକଟକୁ ଡାକଯୋଗେ ପଠାଇବେ। ଖାମ ଉପରେ "ପ୍ରାଣୀଧନ ନିରୀକ୍ଷକ ତାଲିମ ପାଇଁ ଆବେଦନ" ଲେଖିବା ଆବଶ୍ୟକ।: [408, 920, 924, 974]
- document-item: ୧. ନିଜର ଦୁଇଗୋଟି ଅଟେଷ୍ଟେଡ୍ ପାସପୋର୍ଟ ସାଇଜ ଫଟୋଗ୍ରାଫ (ଗୋଟିଏ ଫଟୋ ଆବେଦନପତ୍ରରେ ଲଗାଇବେ)।: [408, 1275, 860, 1288]
- form-field-number: ୫.: [956, 1185, 966, 1198]
- form-field-row: [408, 1129, 804, 1145]
- table-cell: ୦୦: [1128, 588, 1179, 604]
- municipal-item-7: 7. Bids received online shall be opened on Dt. 01.11.2017 at 11.00 AM: [17, 948, 354, 960]
- table-cell: ୦୪: [1179, 604, 1274, 620]
- form-field-row: [956, 1301, 1404, 1318]
- emblem-icon: [15, 1132, 51, 1172]
